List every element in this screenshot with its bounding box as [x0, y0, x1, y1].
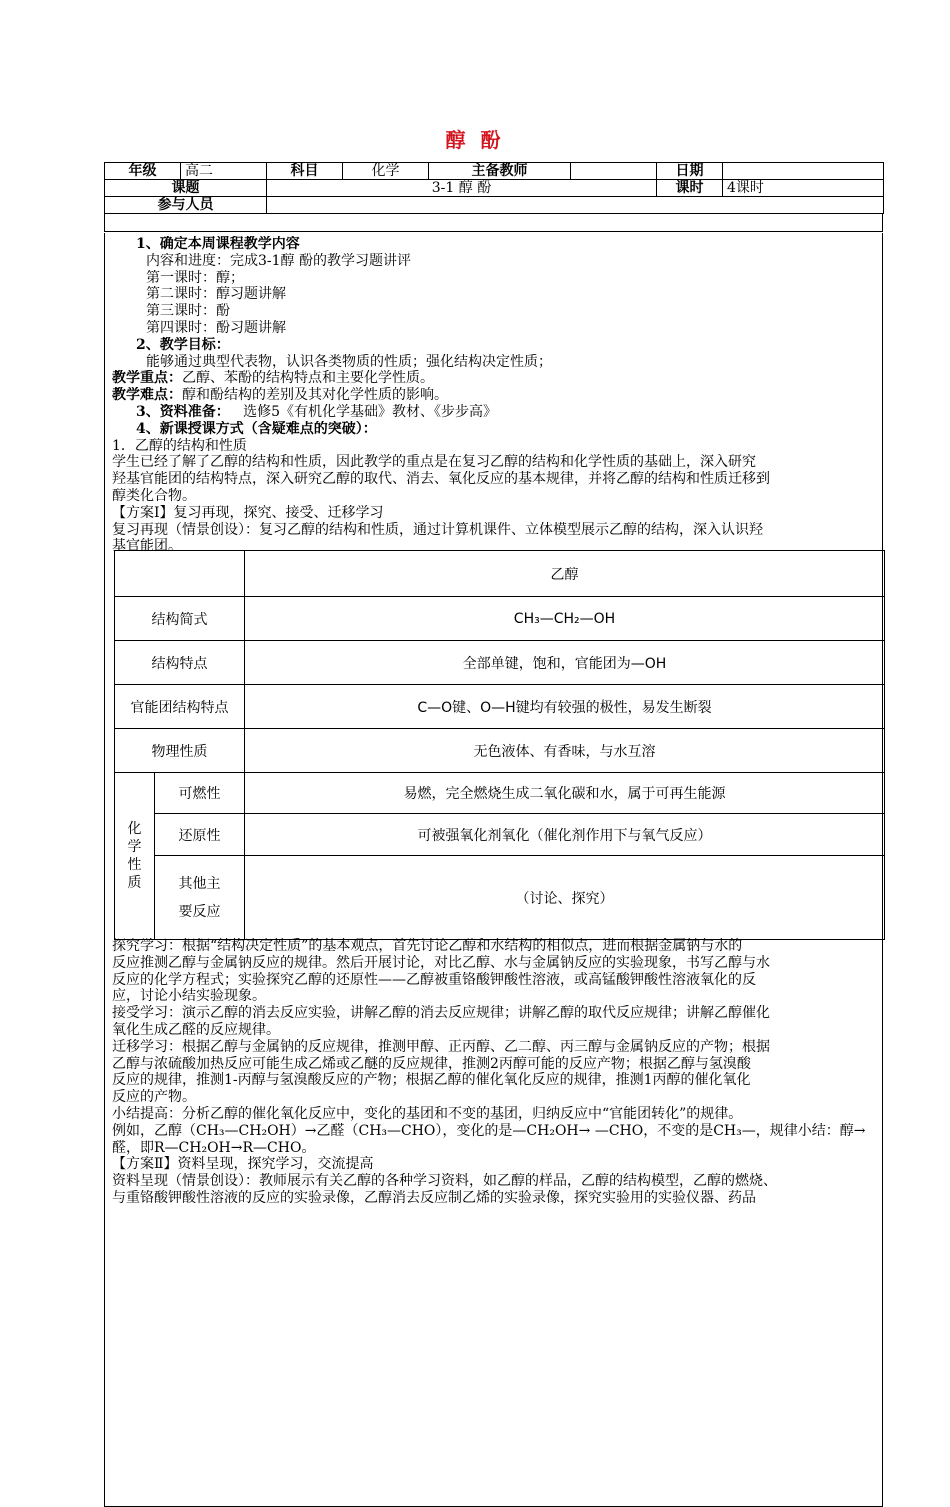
ethanol-properties-table: [114, 550, 885, 940]
chem-row: [115, 856, 885, 940]
intro-line-1: 学生已经了解了乙醇的结构和性质，因此教学的重点是在复习乙醇的结构和化学性质的基础上，深入研究: [112, 454, 756, 471]
intro-line-3: 醇类化合物。: [112, 487, 196, 504]
section-1-progress: 内容和进度：完成3-1醇 酚的教学习题讲评: [146, 252, 411, 269]
teacher-label: 主备教师: [429, 163, 571, 180]
topic-label: 课题: [105, 180, 267, 197]
ethanol-row: [115, 729, 885, 773]
accept-line-1: 接受学习：演示乙醇的消去反应实验，讲解乙醇的消去反应规律；讲解乙醇的取代反应规律；讲解乙醇催化: [112, 1005, 770, 1022]
ethanol-table-corner: [115, 551, 245, 597]
row-value: CH₃—CH₂—OH: [245, 597, 885, 641]
summary-line-2: 例如，乙醇（CH₃—CH₂OH）→乙醛（CH₃—CHO），变化的是—CH₂OH→ —CHO，不变的是CH₃—，规律小结：醇→: [112, 1122, 866, 1139]
summary-line-3: 醛，即R—CH₂OH→R—CHO。: [112, 1139, 316, 1156]
subject-label: 科目: [267, 163, 343, 180]
chem-row-value: 可被强氧化剂氧化（催化剂作用下与氧气反应）: [245, 814, 885, 856]
ethanol-row: [115, 597, 885, 641]
section-2-heading: 2、教学目标：: [136, 336, 230, 353]
teacher-value: [571, 163, 657, 180]
transfer-line-4: 反应的产物。: [112, 1089, 196, 1106]
topic-value: 3-1 醇 酚: [267, 180, 657, 197]
hours-label: 课时: [657, 180, 723, 197]
lesson-3: 第三课时：酚: [146, 303, 230, 320]
plan-2-heading: 【方案Ⅱ】资料呈现，探究学习，交流提高: [112, 1156, 374, 1173]
key-point-text: 乙醇、苯酚的结构特点和主要化学性质。: [182, 370, 434, 387]
chem-row: [115, 773, 885, 814]
header-row-2: [105, 180, 884, 197]
header-row-1: [105, 163, 884, 180]
row-label: 官能团结构特点: [115, 685, 245, 729]
section-1-heading: 1、确定本周课程教学内容: [136, 236, 300, 252]
ethanol-table-head: 乙醇: [245, 551, 885, 597]
participants-value: [267, 197, 884, 214]
subject-value: 化学: [343, 163, 429, 180]
explore-line-2: 反应推测乙醇与金属钠反应的规律。然后开展讨论，对比乙醇、水与金属钠反应的实验现象，书写乙醇与水: [112, 954, 770, 971]
plan-1-heading: 【方案Ⅰ】复习再现，探究、接受、迁移学习: [112, 504, 384, 521]
section-4-subheading: 1．乙醇的结构和性质: [112, 437, 247, 454]
date-value: [723, 163, 884, 180]
section-3-text: 选修5《有机化学基础》教材、《步步高》: [243, 403, 498, 420]
chem-row-label: 其他主 要反应: [155, 856, 245, 940]
difficult-point: [112, 387, 877, 404]
date-label: 日期: [657, 163, 723, 180]
transfer-line-3: 反应的规律，推测1-丙醇与氢溴酸反应的产物；根据乙醇的催化氧化反应的规律，推测1丙醇的催化氧化: [112, 1072, 751, 1089]
difficult-point-label: 教学难点：: [112, 387, 182, 404]
resource-line-2: 与重铬酸钾酸性溶液的反应的实验录像，乙醇消去反应制乙烯的实验录像，探究实验用的实验仪器、药品: [112, 1189, 756, 1206]
grade-value: 高二: [181, 163, 267, 180]
row-label: 结构简式: [115, 597, 245, 641]
teaching-content: [112, 236, 877, 555]
grade-label: 年级: [105, 163, 181, 180]
chem-row-value: （讨论、探究）: [245, 856, 885, 940]
transfer-line-2: 乙醇与浓硫酸加热反应可能生成乙烯或乙醚的反应规律，推测2丙醇可能的反应产物；根据乙醇与氢溴酸: [112, 1055, 751, 1072]
row-label: 物理性质: [115, 729, 245, 773]
section-2-text: 能够通过典型代表物，认识各类物质的性质；强化结构决定性质；: [146, 353, 552, 370]
summary-line-1: 小结提高：分析乙醇的催化氧化反应中，变化的基团和不变的基团，归纳反应中“官能团转化”的规律。: [112, 1105, 743, 1122]
section-3-heading: 3、资料准备：: [136, 403, 230, 420]
ethanol-table-head-row: [115, 551, 885, 597]
explore-line-3: 反应的化学方程式；实验探究乙醇的还原性——乙醇被重铬酸钾酸性溶液，或高锰酸钾酸性溶液氧化的反: [112, 971, 756, 988]
explore-line-1: 探究学习：根据“结构决定性质”的基本观点，首先讨论乙醇和水结构的相似点，进而根据金属钠与水的: [112, 938, 743, 954]
lesson-header-table: [104, 162, 884, 214]
chem-row-label: 可燃性: [155, 773, 245, 814]
lesson-4: 第四课时：酚习题讲解: [146, 319, 286, 336]
section-3: [112, 404, 877, 421]
page-title: 醇 酚: [445, 128, 505, 152]
hours-value: 4课时: [723, 180, 884, 197]
resource-line-1: 资料呈现（情景创设）：教师展示有关乙醇的各种学习资料，如乙醇的样品，乙醇的结构模型，乙醇的燃烧、: [112, 1173, 777, 1190]
section-4-heading: 4、新课授课方式（含疑难点的突破）：: [136, 420, 377, 437]
chem-properties-label: 化 学 性 质: [115, 773, 155, 940]
accept-line-2: 氧化生成乙醛的反应规律。: [112, 1021, 280, 1038]
chem-row-label: 还原性: [155, 814, 245, 856]
ethanol-row: [115, 685, 885, 729]
header-row-3: [105, 197, 884, 214]
teaching-activities: [112, 938, 877, 1207]
ethanol-row: [115, 641, 885, 685]
row-value: 全部单键，饱和，官能团为—OH: [245, 641, 885, 685]
header-separator-row: [104, 214, 883, 232]
row-value: C—O键、O—H键均有较强的极性，易发生断裂: [245, 685, 885, 729]
participants-label: 参与人员: [105, 197, 267, 214]
transfer-line-1: 迁移学习：根据乙醇与金属钠的反应规律，推测甲醇、正丙醇、乙二醇、丙三醇与金属钠反应的产物；根据: [112, 1038, 770, 1055]
row-value: 无色液体、有香味，与水互溶: [245, 729, 885, 773]
difficult-point-text: 醇和酚结构的差别及其对化学性质的影响。: [182, 387, 448, 404]
key-point: [112, 370, 877, 387]
chem-row: [115, 814, 885, 856]
lesson-2: 第二课时：醇习题讲解: [146, 286, 286, 303]
explore-line-4: 应，讨论小结实验现象。: [112, 988, 266, 1005]
key-point-label: 教学重点：: [112, 370, 182, 387]
row-label: 结构特点: [115, 641, 245, 685]
review-line-2: 基官能团。: [112, 538, 182, 555]
intro-line-2: 羟基官能团的结构特点，深入研究乙醇的取代、消去、氧化反应的基本规律，并将乙醇的结构和性质迁移到: [112, 471, 770, 488]
review-line-1: 复习再现（情景创设）：复习乙醇的结构和性质，通过计算机课件、立体模型展示乙醇的结构，深入认识羟: [112, 521, 763, 538]
chem-row-value: 易燃，完全燃烧生成二氧化碳和水，属于可再生能源: [245, 773, 885, 814]
lesson-1: 第一课时：醇；: [146, 269, 244, 286]
